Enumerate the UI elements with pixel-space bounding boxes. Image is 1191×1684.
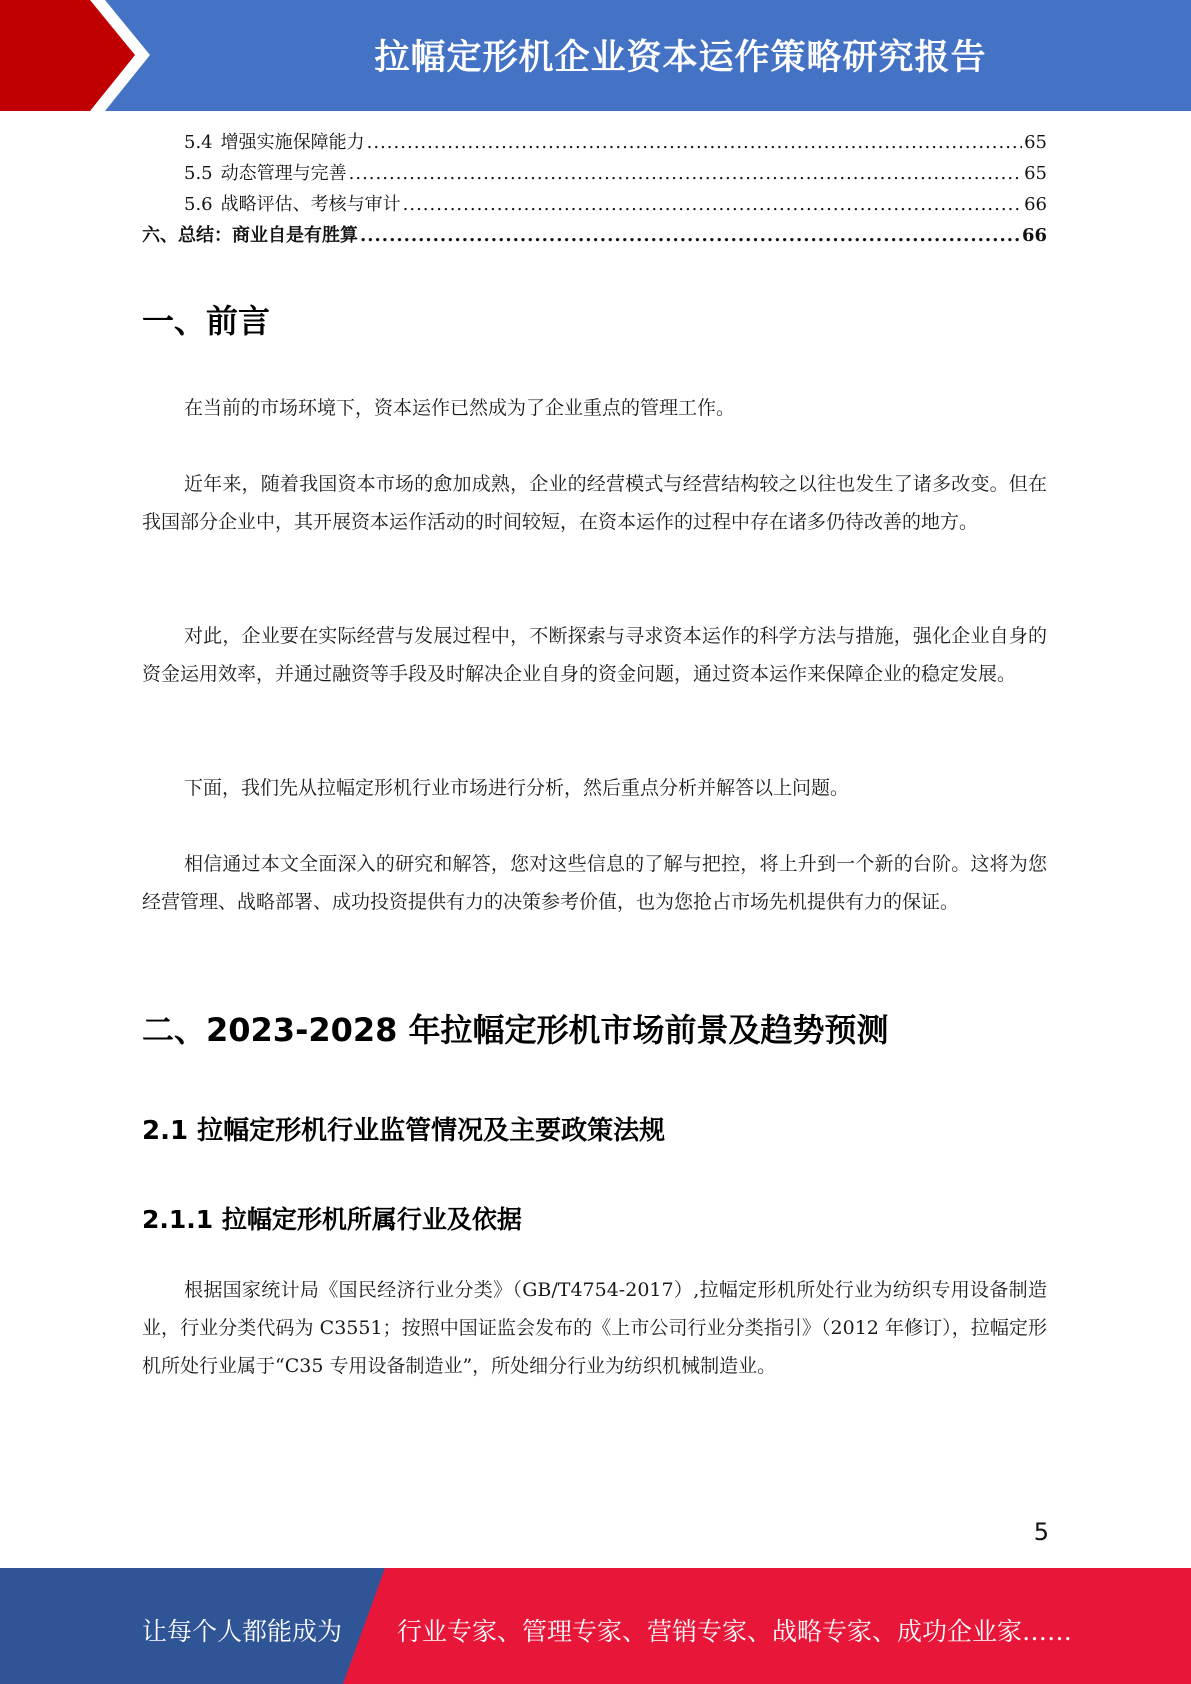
toc-entry[interactable] — [142, 221, 1047, 252]
footer-banner — [0, 1568, 1191, 1684]
subsection-heading: 2.1.1 拉幅定形机所属行业及依据 — [142, 1205, 522, 1234]
toc-entry-page: 65 — [1024, 163, 1047, 184]
toc-entry-page: 66 — [1021, 225, 1047, 246]
toc-entry-label: 六、总结：商业自是有胜算 — [142, 225, 358, 246]
toc-entry-label: 战略评估、考核与审计 — [220, 194, 401, 215]
chapter-heading: 二、2023-2028 年拉幅定形机市场前景及趋势预测 — [142, 1011, 889, 1049]
body-paragraph: 对此，企业要在实际经营与发展过程中，不断探索与寻求资本运作的科学方法与措施，强化企业自身的资金运用效率，并通过融资等手段及时解决企业自身的资金问题，通过资本运作来保障企业的稳定发展。 — [142, 625, 1047, 685]
toc-entry[interactable] — [142, 128, 1047, 159]
toc-entry[interactable] — [142, 190, 1047, 221]
preface-heading: 一、前言 — [142, 302, 271, 340]
toc-leader-dots — [403, 194, 1022, 215]
body-paragraph: 下面，我们先从拉幅定形机行业市场进行分析，然后重点分析并解答以上问题。 — [184, 777, 850, 799]
toc-entry-label: 增强实施保障能力 — [220, 132, 365, 153]
body-paragraph: 在当前的市场环境下，资本运作已然成为了企业重点的管理工作。 — [184, 397, 736, 419]
page-number: 5 — [1033, 1518, 1049, 1546]
toc-entry[interactable] — [142, 159, 1047, 190]
footer-slogan-right: 行业专家、管理专家、营销专家、战略专家、成功企业家…… — [397, 1617, 1073, 1646]
body-paragraph: 根据国家统计局《国民经济行业分类》（GB/T4754-2017）,拉幅定形机所处行业为纺织专用设备制造业，行业分类代码为 C3551；按照中国证监会发布的《上市公司行业分类指引》（2012 年修订），拉幅定形机所处行业属于“C35 专用设备制造业”，所处细分行业为纺织机械制造业。 — [142, 1279, 1047, 1377]
report-title: 拉幅定形机企业资本运作策略研究报告 — [374, 38, 987, 78]
toc-entry-label: 动态管理与完善 — [220, 163, 347, 184]
body-paragraph: 近年来，随着我国资本市场的愈加成熟，企业的经营模式与经营结构较之以往也发生了诸多改变。但在我国部分企业中，其开展资本运作活动的时间较短，在资本运作的过程中存在诸多仍待改善的地方。 — [142, 473, 1047, 533]
footer-slogan-left: 让每个人都能成为 — [142, 1617, 343, 1646]
toc-entry-page: 66 — [1024, 194, 1047, 215]
toc-entry-number: 5.5 — [184, 163, 213, 184]
toc-entry-number: 5.4 — [184, 132, 213, 153]
chevron-arrow-icon — [0, 0, 160, 111]
toc-entry-page: 65 — [1024, 132, 1047, 153]
section-heading: 2.1 拉幅定形机行业监管情况及主要政策法规 — [142, 1116, 666, 1146]
header-bar — [0, 0, 1191, 111]
toc-leader-dots — [349, 163, 1022, 184]
table-of-contents — [142, 128, 1047, 252]
toc-leader-dots — [360, 225, 1020, 246]
body-paragraph: 相信通过本文全面深入的研究和解答，您对这些信息的了解与把控，将上升到一个新的台阶。这将为您经营管理、战略部署、成功投资提供有力的决策参考价值，也为您抢占市场先机提供有力的保证。 — [142, 853, 1047, 913]
toc-entry-number: 5.6 — [184, 194, 213, 215]
toc-leader-dots — [367, 132, 1022, 153]
